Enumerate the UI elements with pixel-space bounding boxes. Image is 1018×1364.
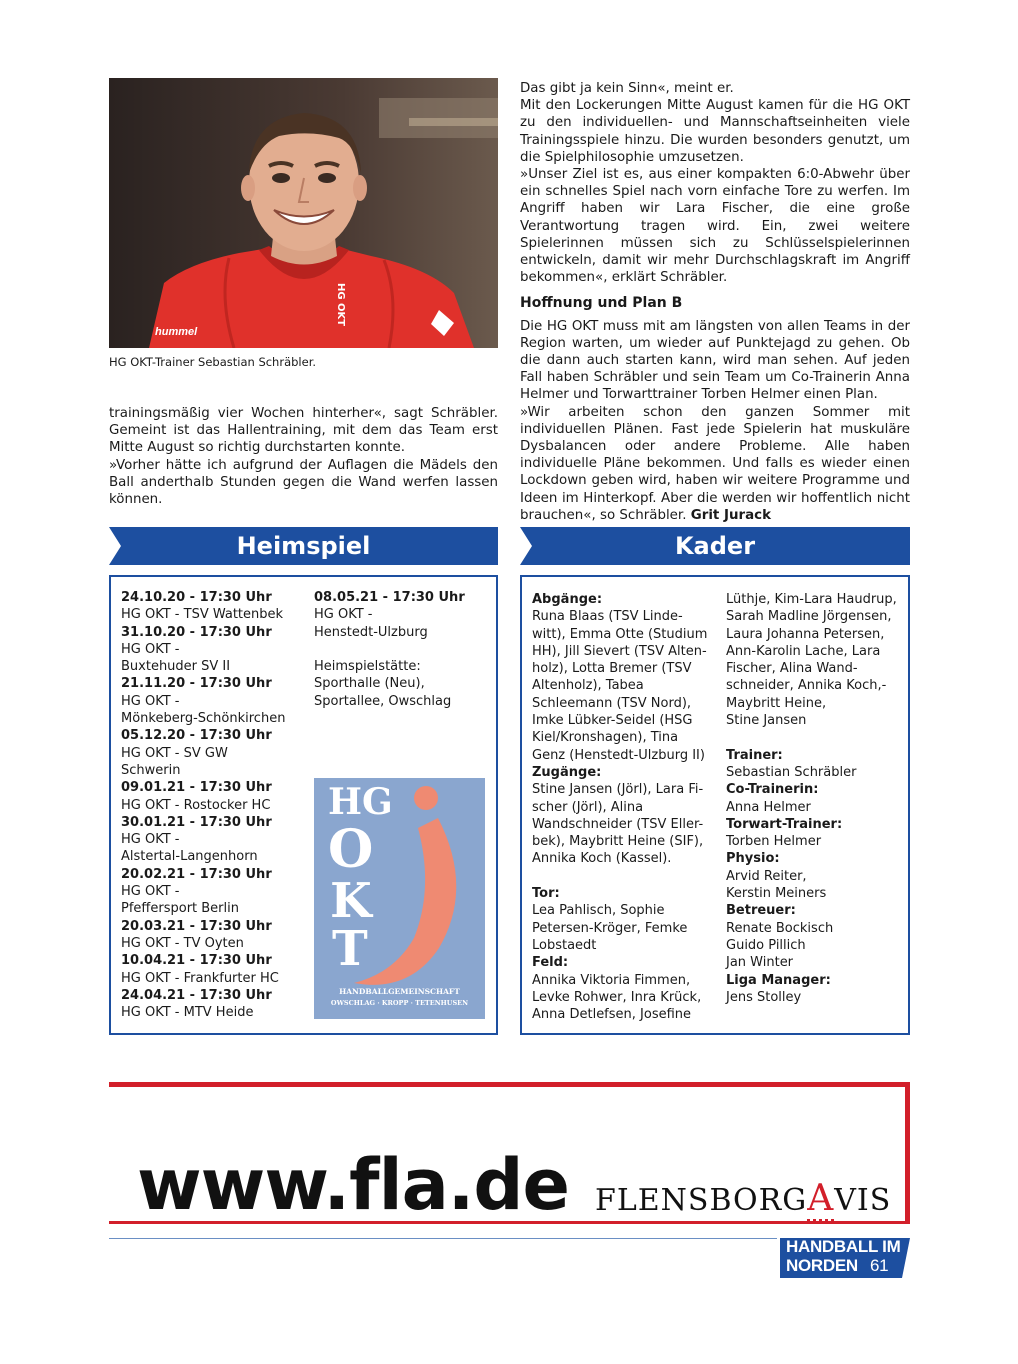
kader-text: Stine Jansen (Jörl), Lara Fi- bbox=[532, 782, 704, 798]
heimspiel-schedule-col1 bbox=[121, 589, 285, 1021]
game-match: Henstedt-Ulzburg bbox=[314, 624, 428, 640]
heimspiel-schedule-col2 bbox=[314, 589, 465, 710]
advertisement[interactable] bbox=[109, 1082, 910, 1224]
kader-text: Sarah Madline Jörgensen, bbox=[726, 609, 892, 625]
spacer bbox=[314, 641, 465, 658]
kader-heading: Tor: bbox=[532, 886, 560, 902]
hg-okt-logo bbox=[314, 778, 485, 1019]
kader-col1 bbox=[532, 591, 707, 1023]
footer-divider bbox=[109, 1238, 777, 1239]
kader-text: witt), Emma Otte (Studium bbox=[532, 626, 708, 642]
kader-text: Maybritt Heine, bbox=[726, 695, 827, 711]
kader-text: Laura Johanna Petersen, bbox=[726, 626, 885, 642]
heimspiel-banner bbox=[109, 527, 498, 565]
kader-text: Annika Viktoria Fimmen, bbox=[532, 972, 691, 988]
kader-text: Wandschneider (TSV Eller- bbox=[532, 816, 704, 832]
kader-text: Torben Helmer bbox=[726, 834, 822, 850]
kader-text: scher (Jörl), Alina bbox=[532, 799, 644, 815]
article-right-column bbox=[520, 80, 910, 524]
kader-box bbox=[520, 575, 910, 1035]
kader-text: holz), Lotta Bremer (TSV bbox=[532, 661, 692, 677]
game-match: Schwerin bbox=[121, 762, 181, 778]
logo-letter-o: O bbox=[328, 819, 374, 880]
coach-photo-illustration bbox=[109, 78, 498, 348]
heimspiel-title: Heimspiel bbox=[236, 532, 371, 560]
kader-text: schneider, Annika Koch,- bbox=[726, 678, 887, 694]
kader-text: Kiel/Kronshagen), Tina bbox=[532, 730, 679, 746]
kader-text: Anna Detlefsen, Josefine bbox=[532, 1007, 692, 1023]
ad-brand-logo: FLENSBORGAVIS bbox=[595, 1181, 891, 1219]
kader-text: bek), Maybritt Heine (SIF), bbox=[532, 834, 704, 850]
game-date: 09.01.21 - 17:30 Uhr bbox=[121, 780, 272, 796]
game-match: HG OKT - bbox=[121, 641, 180, 657]
kader-text: Jan Winter bbox=[726, 955, 794, 971]
article-paragraph: Das gibt ja kein Sinn«, meint er. bbox=[520, 81, 734, 96]
kader-text: Kerstin Meiners bbox=[726, 886, 827, 902]
kader-heading: Abgänge: bbox=[532, 592, 603, 607]
game-match: HG OKT - MTV Heide bbox=[121, 1005, 254, 1021]
kader-text: Levke Rohwer, Inra Krück, bbox=[532, 989, 702, 1005]
game-date: 30.01.21 - 17:30 Uhr bbox=[121, 814, 272, 830]
kader-heading: Zugänge: bbox=[532, 764, 602, 780]
article-paragraph: »Vorher hätte ich aufgrund der Auflagen die Mädels den Ball anderthalb Stunden gegen die Wand werfen lassen können. bbox=[109, 457, 498, 508]
venue-text: Sportallee, Owschlag bbox=[314, 693, 452, 709]
game-date: 08.05.21 - 17:30 Uhr bbox=[314, 590, 465, 605]
shirt-logo: HG OKT bbox=[335, 283, 346, 327]
article-left-column bbox=[109, 405, 498, 508]
spacer bbox=[532, 868, 707, 885]
footer-line2: NORDEN bbox=[786, 1256, 858, 1275]
game-date: 20.02.21 - 17:30 Uhr bbox=[121, 866, 272, 882]
game-date: 05.12.20 - 17:30 Uhr bbox=[121, 728, 272, 744]
kader-text: Anna Helmer bbox=[726, 799, 811, 815]
kader-heading: Liga Manager: bbox=[726, 972, 831, 988]
logo-line1: HANDBALLGEMEINSCHAFT bbox=[339, 987, 460, 996]
ad-brand-a: A bbox=[807, 1178, 834, 1222]
game-match: HG OKT - bbox=[121, 884, 180, 900]
kader-text: Arvid Reiter, bbox=[726, 868, 807, 884]
game-match: Mönkeberg-Schönkirchen bbox=[121, 711, 286, 727]
kader-text: Jens Stolley bbox=[726, 989, 802, 1005]
game-match: Alstertal-Langenhorn bbox=[121, 849, 258, 865]
kader-text: Fischer, Alina Wand- bbox=[726, 661, 858, 677]
page-number: 61 bbox=[870, 1256, 889, 1275]
logo-letter-k: K bbox=[330, 873, 372, 929]
logo-letter-t: T bbox=[332, 921, 368, 977]
kader-text: Annika Koch (Kassel). bbox=[532, 851, 672, 867]
kader-text: Genz (Henstedt-Ulzburg II) bbox=[532, 747, 705, 763]
game-match: HG OKT - Frankfurter HC bbox=[121, 970, 279, 986]
kader-text: Lea Pahlisch, Sophie bbox=[532, 903, 665, 919]
game-match: Pfeffersport Berlin bbox=[121, 901, 239, 917]
kader-title: Kader bbox=[674, 532, 756, 560]
ad-url[interactable]: www.fla.de bbox=[137, 1144, 569, 1226]
venue-text: Sporthalle (Neu), bbox=[314, 676, 425, 692]
kader-heading: Feld: bbox=[532, 955, 569, 971]
kader-text: Imke Lübker-Seidel (HSG bbox=[532, 713, 693, 729]
kader-heading: Torwart-Trainer: bbox=[726, 816, 843, 832]
game-date: 31.10.20 - 17:30 Uhr bbox=[121, 624, 272, 640]
game-date: 24.04.21 - 17:30 Uhr bbox=[121, 987, 272, 1003]
game-match: HG OKT - bbox=[121, 693, 180, 709]
game-date: 21.11.20 - 17:30 Uhr bbox=[121, 676, 272, 692]
article-paragraph: Mit den Lockerungen Mitte August kamen für die HG OKT zu den individuellen- und Mannschaftseinheiten viele Trainingsspiele hinzu. Die wurden besonders genutzt, um die Spielphilosophie umzusetzen. bbox=[520, 98, 910, 165]
game-date: 20.03.21 - 17:30 Uhr bbox=[121, 918, 272, 934]
kader-text: Guido Pillich bbox=[726, 937, 806, 953]
game-date: 10.04.21 - 17:30 Uhr bbox=[121, 953, 272, 969]
game-match: HG OKT - Rostocker HC bbox=[121, 797, 271, 813]
coach-photo bbox=[109, 78, 498, 348]
photo-caption: HG OKT-Trainer Sebastian Schräbler. bbox=[109, 355, 317, 369]
kader-text: Ann-Karolin Lache, Lara bbox=[726, 643, 881, 659]
heimspiel-box bbox=[109, 575, 498, 1035]
kader-text: Schleemann (TSV Nord), bbox=[532, 695, 692, 711]
footer-badge bbox=[780, 1238, 910, 1278]
kader-text: Renate Bockisch bbox=[726, 920, 834, 936]
kader-text: Lüthje, Kim-Lara Haudrup, bbox=[726, 592, 897, 607]
kader-col2 bbox=[726, 591, 897, 1006]
article-subheading: Hoffnung und Plan B bbox=[520, 295, 683, 312]
game-match: HG OKT - TV Oyten bbox=[121, 935, 244, 951]
kader-heading: Trainer: bbox=[726, 747, 783, 763]
game-match: HG OKT - TSV Wattenbek bbox=[121, 607, 284, 623]
kader-heading: Co-Trainerin: bbox=[726, 782, 819, 798]
kader-heading: Physio: bbox=[726, 851, 780, 867]
kader-text: Stine Jansen bbox=[726, 713, 807, 729]
spacer bbox=[726, 729, 897, 746]
logo-line2: OWSCHLAG · KROPP · TETENHUSEN bbox=[330, 999, 469, 1007]
kader-text: Runa Blaas (TSV Linde- bbox=[532, 609, 683, 625]
logo-letters-hg: HG bbox=[328, 781, 393, 823]
kader-text: Petersen-Kröger, Femke bbox=[532, 920, 688, 936]
game-match: HG OKT - SV GW bbox=[121, 745, 228, 761]
game-match: HG OKT - bbox=[121, 832, 180, 848]
kader-heading: Betreuer: bbox=[726, 903, 796, 919]
hummel-logo: hummel bbox=[155, 326, 198, 338]
article-paragraph: Die HG OKT muss mit am längsten von allen Teams in der Region warten, um wieder auf Punktejagd zu gehen. Ob die dann auch starten kann, wird man sehen. Auf jeden Fall haben Schräbler und sein Team um Co-Trainerin Anna Helmer und Torwarttrainer Torben Helmer einen Plan. bbox=[520, 318, 910, 403]
article-paragraph: »Wir arbeiten schon den ganzen Sommer mit individuellen Plänen. Fast jede Spielerin hat muskuläre Dysbalancen oder andere Probleme. Alle haben individuelle Pläne bekommen. Und falls es wieder einen Lockdown geben wird, haben wir weitere Programme und Ideen im Hinterkopf. Aber die werden wir hoffentlich nicht brauchen«, so Schräbler. Grit Jurack bbox=[520, 404, 910, 523]
article-paragraph: »Unser Ziel ist es, aus einer kompakten 6:0-Abwehr über ein schnelles Spiel nach vorn einfache Tore zu werfen. Im Angriff haben wir Lara Fischer, die eine große Verantwortung tragen wird. Ein, zwei weitere Spielerinnen müssen sich zu Schlüsselspielerinnen entwickeln, damit wir mehr Durchschlagskraft im Angriff bekommen«, erklärt Schräbler. bbox=[520, 167, 910, 286]
game-match: Buxtehuder SV II bbox=[121, 659, 231, 675]
game-date: 24.10.20 - 17:30 Uhr bbox=[121, 590, 272, 605]
footer-line1: HANDBALL IM bbox=[786, 1237, 901, 1256]
kader-banner bbox=[520, 527, 910, 565]
kader-text: HH), Jill Sievert (TSV Alten- bbox=[532, 643, 707, 659]
article-author: Grit Jurack bbox=[690, 507, 771, 523]
kader-text: Lobstaedt bbox=[532, 937, 597, 953]
article-paragraph: trainingsmäßig vier Wochen hinterher«, sagt Schräbler. Gemeint ist das Hallentraining, mit dem das Team erst Mitte August so richtig durchstarten konnte. bbox=[109, 406, 498, 456]
kader-text: Sebastian Schräbler bbox=[726, 764, 857, 780]
venue-label: Heimspielstätte: bbox=[314, 659, 421, 675]
kader-text: Altenholz), Tabea bbox=[532, 678, 644, 694]
game-match: HG OKT - bbox=[314, 607, 373, 623]
